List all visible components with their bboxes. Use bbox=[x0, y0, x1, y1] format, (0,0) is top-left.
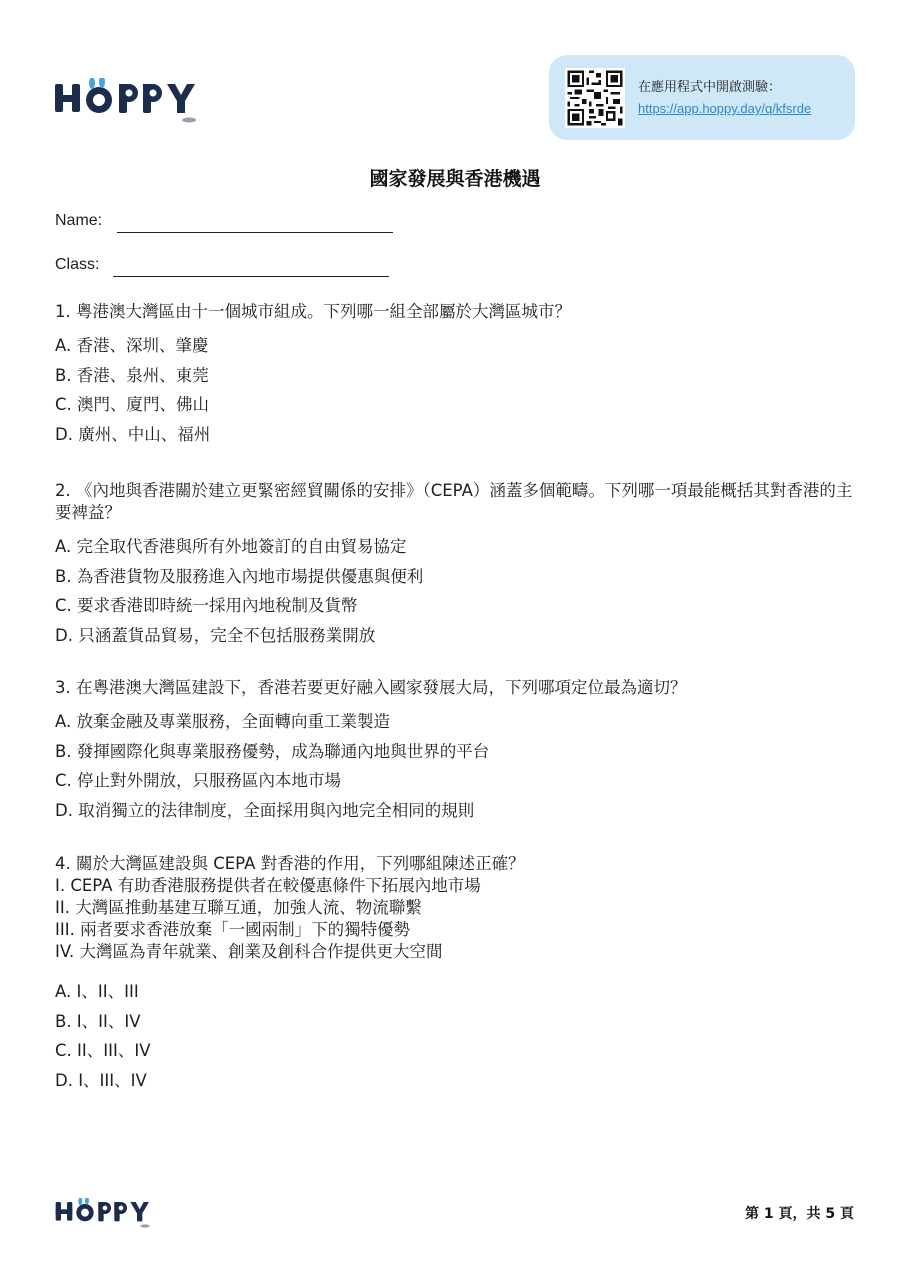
option-c[interactable]: C. 要求香港即時統一採用內地稅制及貨幣 bbox=[55, 596, 358, 616]
qr-info-box bbox=[549, 55, 855, 140]
option-a[interactable]: A. I、II、III bbox=[55, 982, 139, 1001]
option-b[interactable]: B. 為香港貨物及服務進入內地市場提供優惠與便利 bbox=[55, 566, 424, 586]
option-d[interactable]: D. 取消獨立的法律制度，全面採用與內地完全相同的規則 bbox=[55, 800, 475, 820]
qr-label: 在應用程式中開啟測驗： bbox=[638, 80, 782, 95]
option-c[interactable]: C. 澳門、廈門、佛山 bbox=[55, 395, 210, 415]
option-a[interactable]: A. 放棄金融及專業服務，全面轉向重工業製造 bbox=[55, 712, 390, 731]
name-label: Name: bbox=[55, 212, 103, 229]
hoppy-logo-graphic bbox=[55, 78, 215, 126]
question-stem: 4. 關於大灣區建設與 CEPA 對香港的作用，下列哪組陳述正確？ bbox=[55, 854, 525, 873]
quiz-link[interactable]: https://app.hoppy.day/q/kfsrde bbox=[638, 101, 812, 116]
name-field[interactable] bbox=[55, 212, 102, 230]
hoppy-logo-graphic bbox=[55, 1198, 163, 1230]
option-list bbox=[55, 711, 865, 822]
option-list bbox=[55, 981, 865, 1092]
option-list bbox=[55, 536, 865, 647]
statement-i: I. CEPA 有助香港服務提供者在較優惠條件下拓展內地市場 bbox=[55, 876, 481, 895]
question-3 bbox=[55, 677, 865, 829]
class-label: Class: bbox=[55, 256, 100, 273]
page-title: 國家發展與香港機遇 bbox=[369, 168, 541, 190]
statement-ii: II. 大灣區推動基建互聯互通，加強人流、物流聯繫 bbox=[55, 898, 422, 917]
class-field[interactable] bbox=[55, 256, 99, 274]
option-a[interactable]: A. 香港、深圳、肇慶 bbox=[55, 336, 209, 355]
class-underline[interactable] bbox=[113, 276, 389, 277]
option-a[interactable]: A. 完全取代香港與所有外地簽訂的自由貿易協定 bbox=[55, 537, 407, 556]
question-1 bbox=[55, 301, 865, 453]
option-b[interactable]: B. I、II、IV bbox=[55, 1011, 141, 1031]
option-d[interactable]: D. 廣州、中山、福州 bbox=[55, 424, 211, 444]
question-stem: 1. 粵港澳大灣區由十一個城市組成。下列哪一組全部屬於大灣區城市？ bbox=[55, 302, 571, 321]
option-c[interactable]: C. 停止對外開放，只服務區內本地市場 bbox=[55, 771, 342, 791]
question-stem: 2. 《內地與香港關於建立更緊密經貿關係的安排》（CEPA）涵蓋多個範疇。下列哪一項最能概括其對香港的主要裨益？ bbox=[55, 481, 853, 522]
option-d[interactable]: D. 只涵蓋貨品貿易，完全不包括服務業開放 bbox=[55, 625, 376, 645]
statement-iv: IV. 大灣區為青年就業、創業及創科合作提供更大空間 bbox=[55, 942, 443, 961]
qr-code-icon[interactable] bbox=[565, 68, 625, 128]
option-b[interactable]: B. 香港、泉州、東莞 bbox=[55, 365, 209, 385]
question-2 bbox=[55, 480, 865, 654]
option-c[interactable]: C. II、III、IV bbox=[55, 1041, 151, 1061]
name-underline[interactable] bbox=[117, 232, 393, 233]
footer-hoppy-logo bbox=[55, 1198, 163, 1230]
statement-iii: III. 兩者要求香港放棄「一國兩制」下的獨特優勢 bbox=[55, 920, 411, 939]
option-list bbox=[55, 335, 865, 446]
question-4 bbox=[55, 853, 865, 1099]
option-d[interactable]: D. I、III、IV bbox=[55, 1070, 147, 1090]
question-stem: 3. 在粵港澳大灣區建設下，香港若要更好融入國家發展大局，下列哪項定位最為適切？ bbox=[55, 678, 687, 697]
page-number: 第 1 頁，共 5 頁 bbox=[745, 1206, 854, 1222]
option-b[interactable]: B. 發揮國際化與專業服務優勢，成為聯通內地與世界的平台 bbox=[55, 741, 490, 761]
hoppy-logo bbox=[55, 78, 215, 126]
